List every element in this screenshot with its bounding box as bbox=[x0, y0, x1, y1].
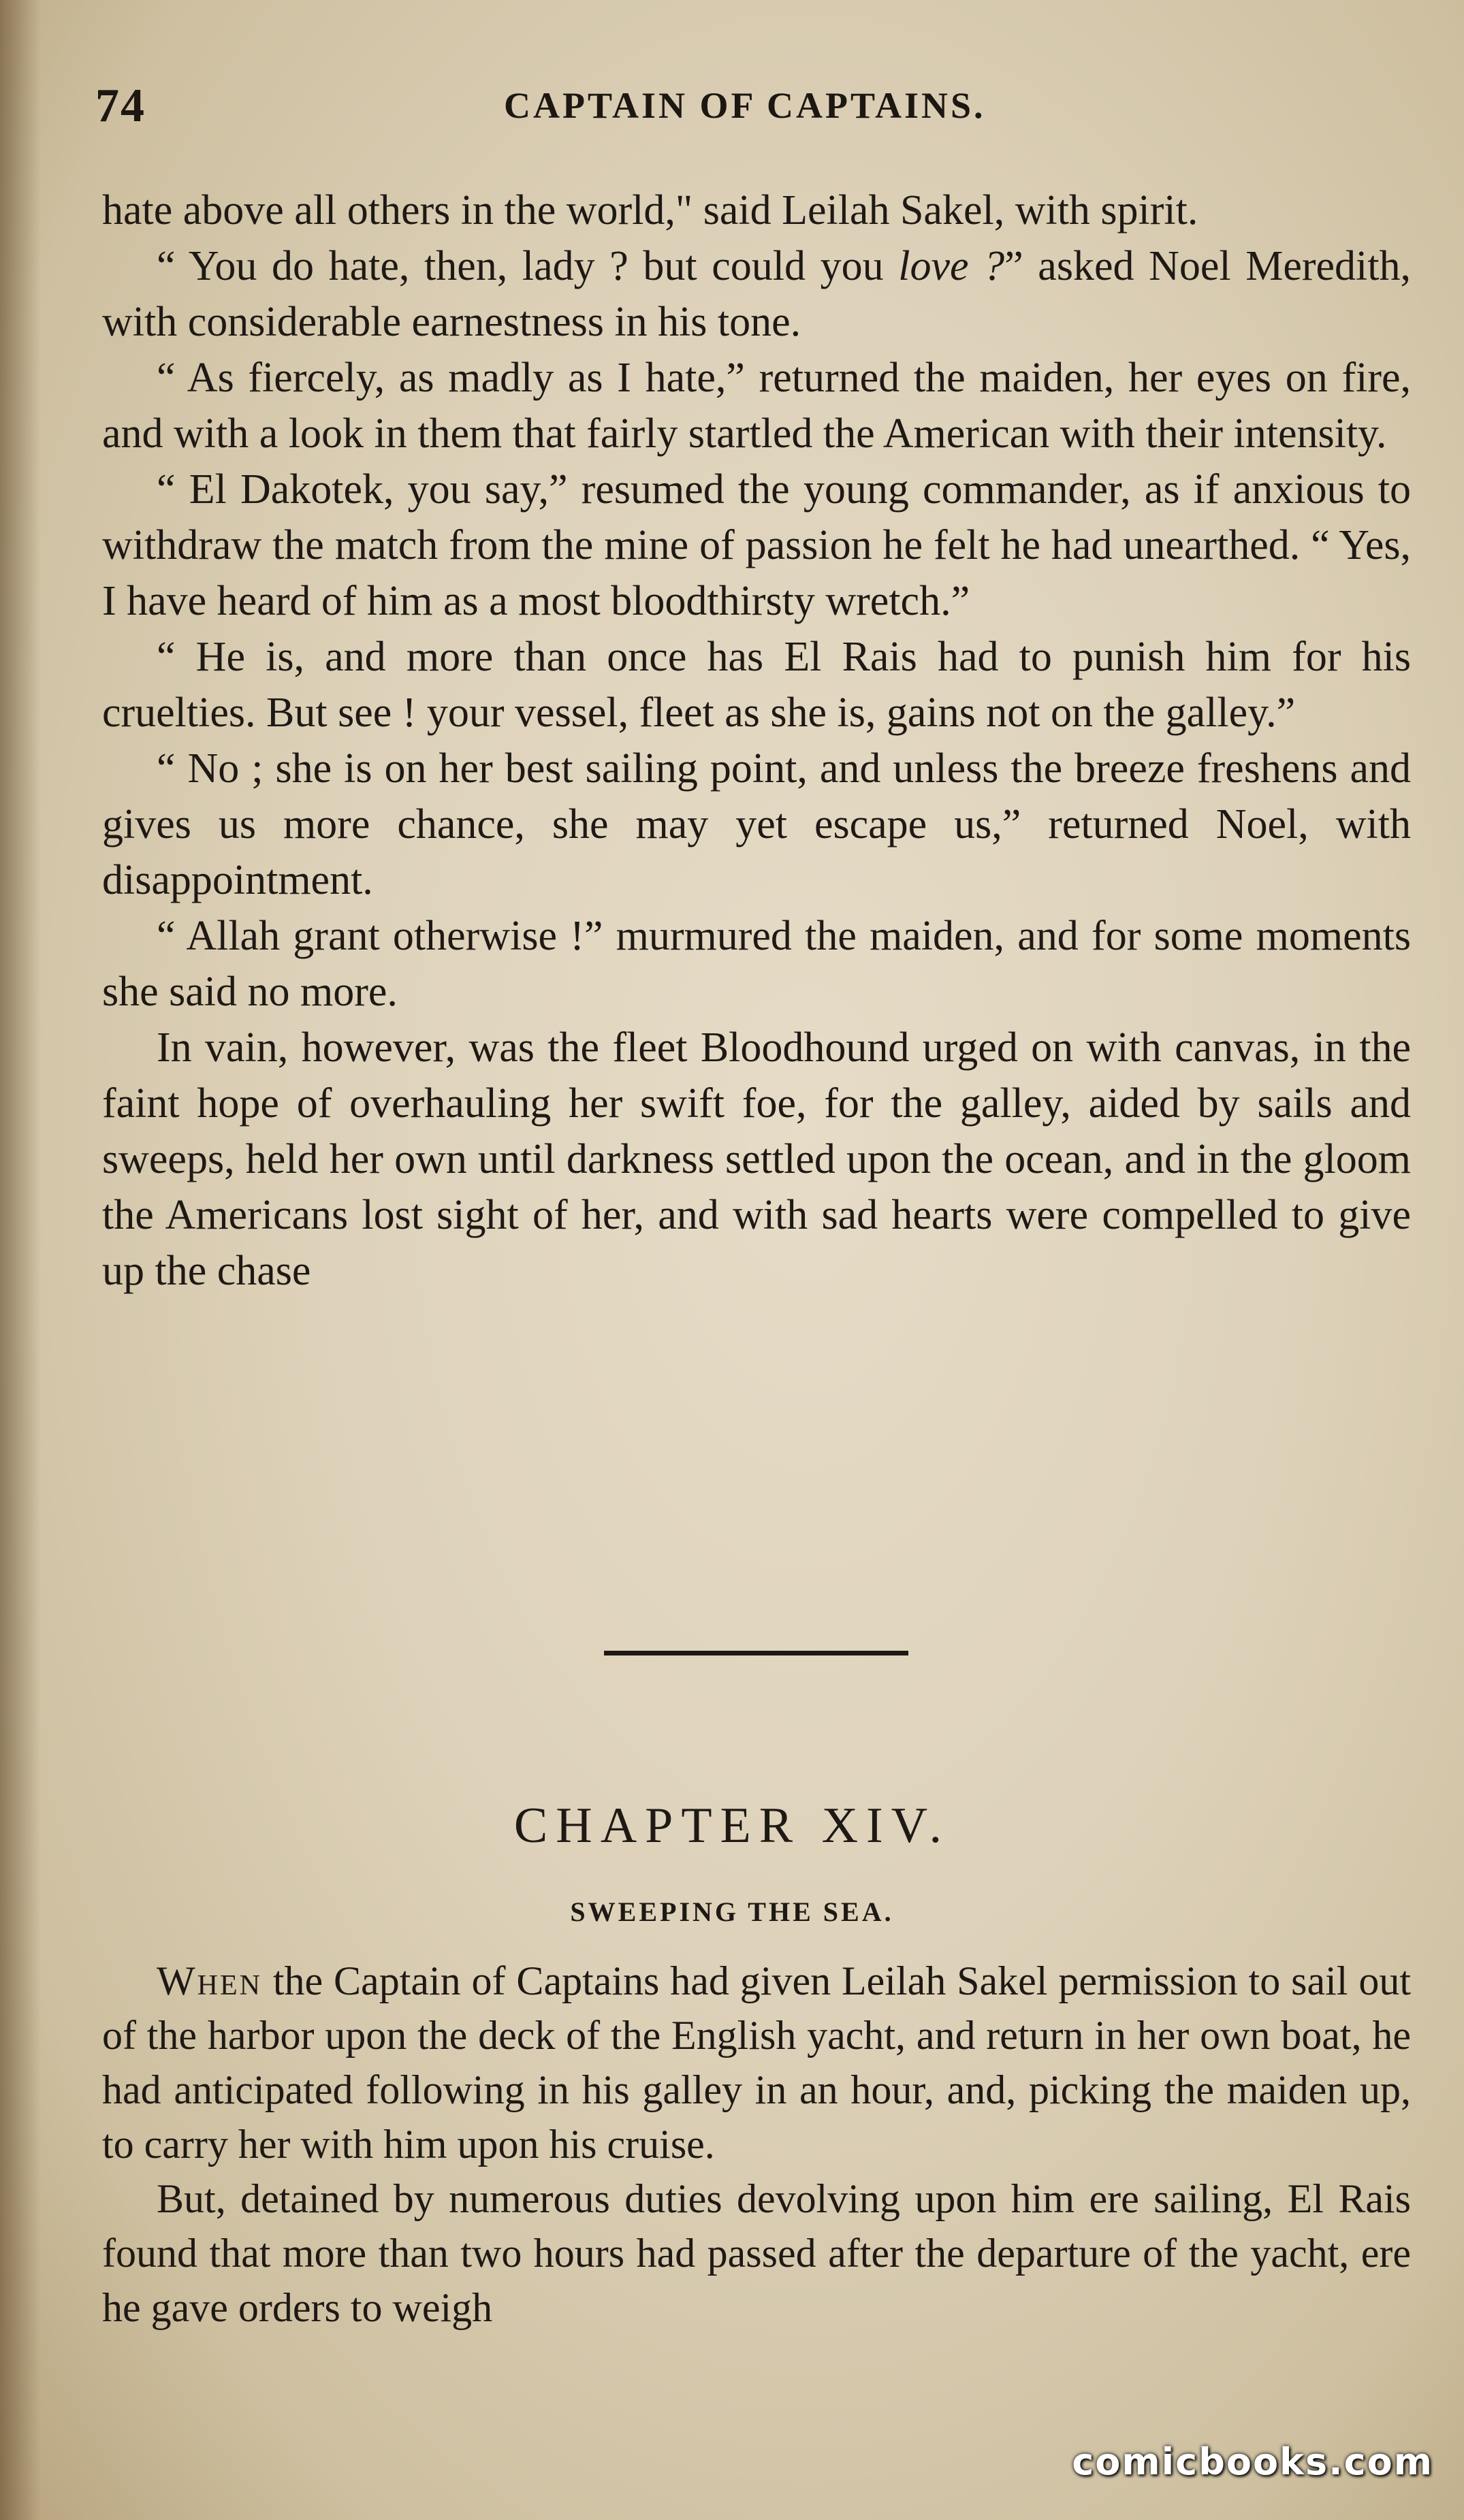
paragraph bbox=[102, 629, 1411, 741]
paragraph-text: In vain, however, was the fleet Bloodhound urged on with canvas, in the faint hope of overhauling her swift foe, for the galley, aided by sails and sweeps, held her own until darkness settled upon the ocean, and in the gloom the Americans lost sight of her, and with sad hearts were compelled to give up the chase bbox=[102, 1024, 1411, 1294]
chapter-text bbox=[102, 1954, 1411, 2335]
watermark: comicbooks.com bbox=[1072, 2440, 1433, 2483]
paragraph bbox=[102, 741, 1411, 908]
chapter-subtitle: SWEEPING THE SEA. bbox=[570, 1896, 894, 1927]
paragraph bbox=[102, 182, 1411, 238]
paragraph bbox=[102, 1954, 1411, 2171]
chapter-heading: CHAPTER XIV. bbox=[513, 1798, 951, 1854]
paragraph-text: ” asked Noel Meredith, with considerable earnestness in his tone. bbox=[102, 243, 1411, 345]
paragraph-text: “ El Dakotek, you say,” resumed the young commander, as if anxious to withdraw the match from the mine of passion he felt he had unearthed. “ Yes, I have heard of him as a most bloodthirsty wretch.” bbox=[102, 466, 1411, 624]
paragraph-text: “ As fiercely, as madly as I hate,” returned the maiden, her eyes on fire, and with a look in them that fairly startled the American with their intensity. bbox=[102, 355, 1411, 457]
paragraph-text: “ Allah grant otherwise !” murmured the maiden, and for some moments she said no more. bbox=[102, 913, 1411, 1015]
body-text bbox=[102, 182, 1411, 1299]
section-divider bbox=[604, 1651, 908, 1655]
paragraph-text: hate above all others in the world," said Leilah Sakel, with spirit. bbox=[102, 187, 1198, 233]
paragraph bbox=[102, 908, 1411, 1020]
paragraph bbox=[102, 1020, 1411, 1299]
paragraph bbox=[102, 238, 1411, 350]
paragraph bbox=[102, 2171, 1411, 2335]
paragraph-text: the Captain of Captains had given Leilah Sakel permission to sail out of the harbor upon the deck of the English yacht, and return in her own boat, he had anticipated following in his galley in an hour, and, picking the maiden up, to carry her with him upon his cruise. bbox=[102, 1958, 1411, 2167]
page-number: 74 bbox=[95, 80, 146, 132]
italic-text: love ? bbox=[898, 243, 1005, 289]
running-head bbox=[95, 75, 1413, 136]
paragraph-text: “ He is, and more than once has El Rais had to punish him for his cruelties. But see ! your vessel, fleet as she is, gains not on the galley.” bbox=[102, 634, 1411, 736]
paragraph-text: “ You do hate, then, lady ? but could you bbox=[157, 243, 899, 289]
paragraph bbox=[102, 462, 1411, 629]
running-title: CAPTAIN OF CAPTAINS. bbox=[504, 85, 986, 126]
paragraph bbox=[102, 350, 1411, 462]
lead-word: When bbox=[157, 1958, 262, 2003]
paragraph-text: But, detained by numerous duties devolving upon him ere sailing, El Rais found that more than two hours had passed after the departure of the yacht, ere he gave orders to weigh bbox=[102, 2176, 1411, 2330]
paragraph-text: “ No ; she is on her best sailing point, and unless the breeze freshens and gives us more chance, she may yet escape us,” returned Noel, with disappointment. bbox=[102, 745, 1411, 903]
